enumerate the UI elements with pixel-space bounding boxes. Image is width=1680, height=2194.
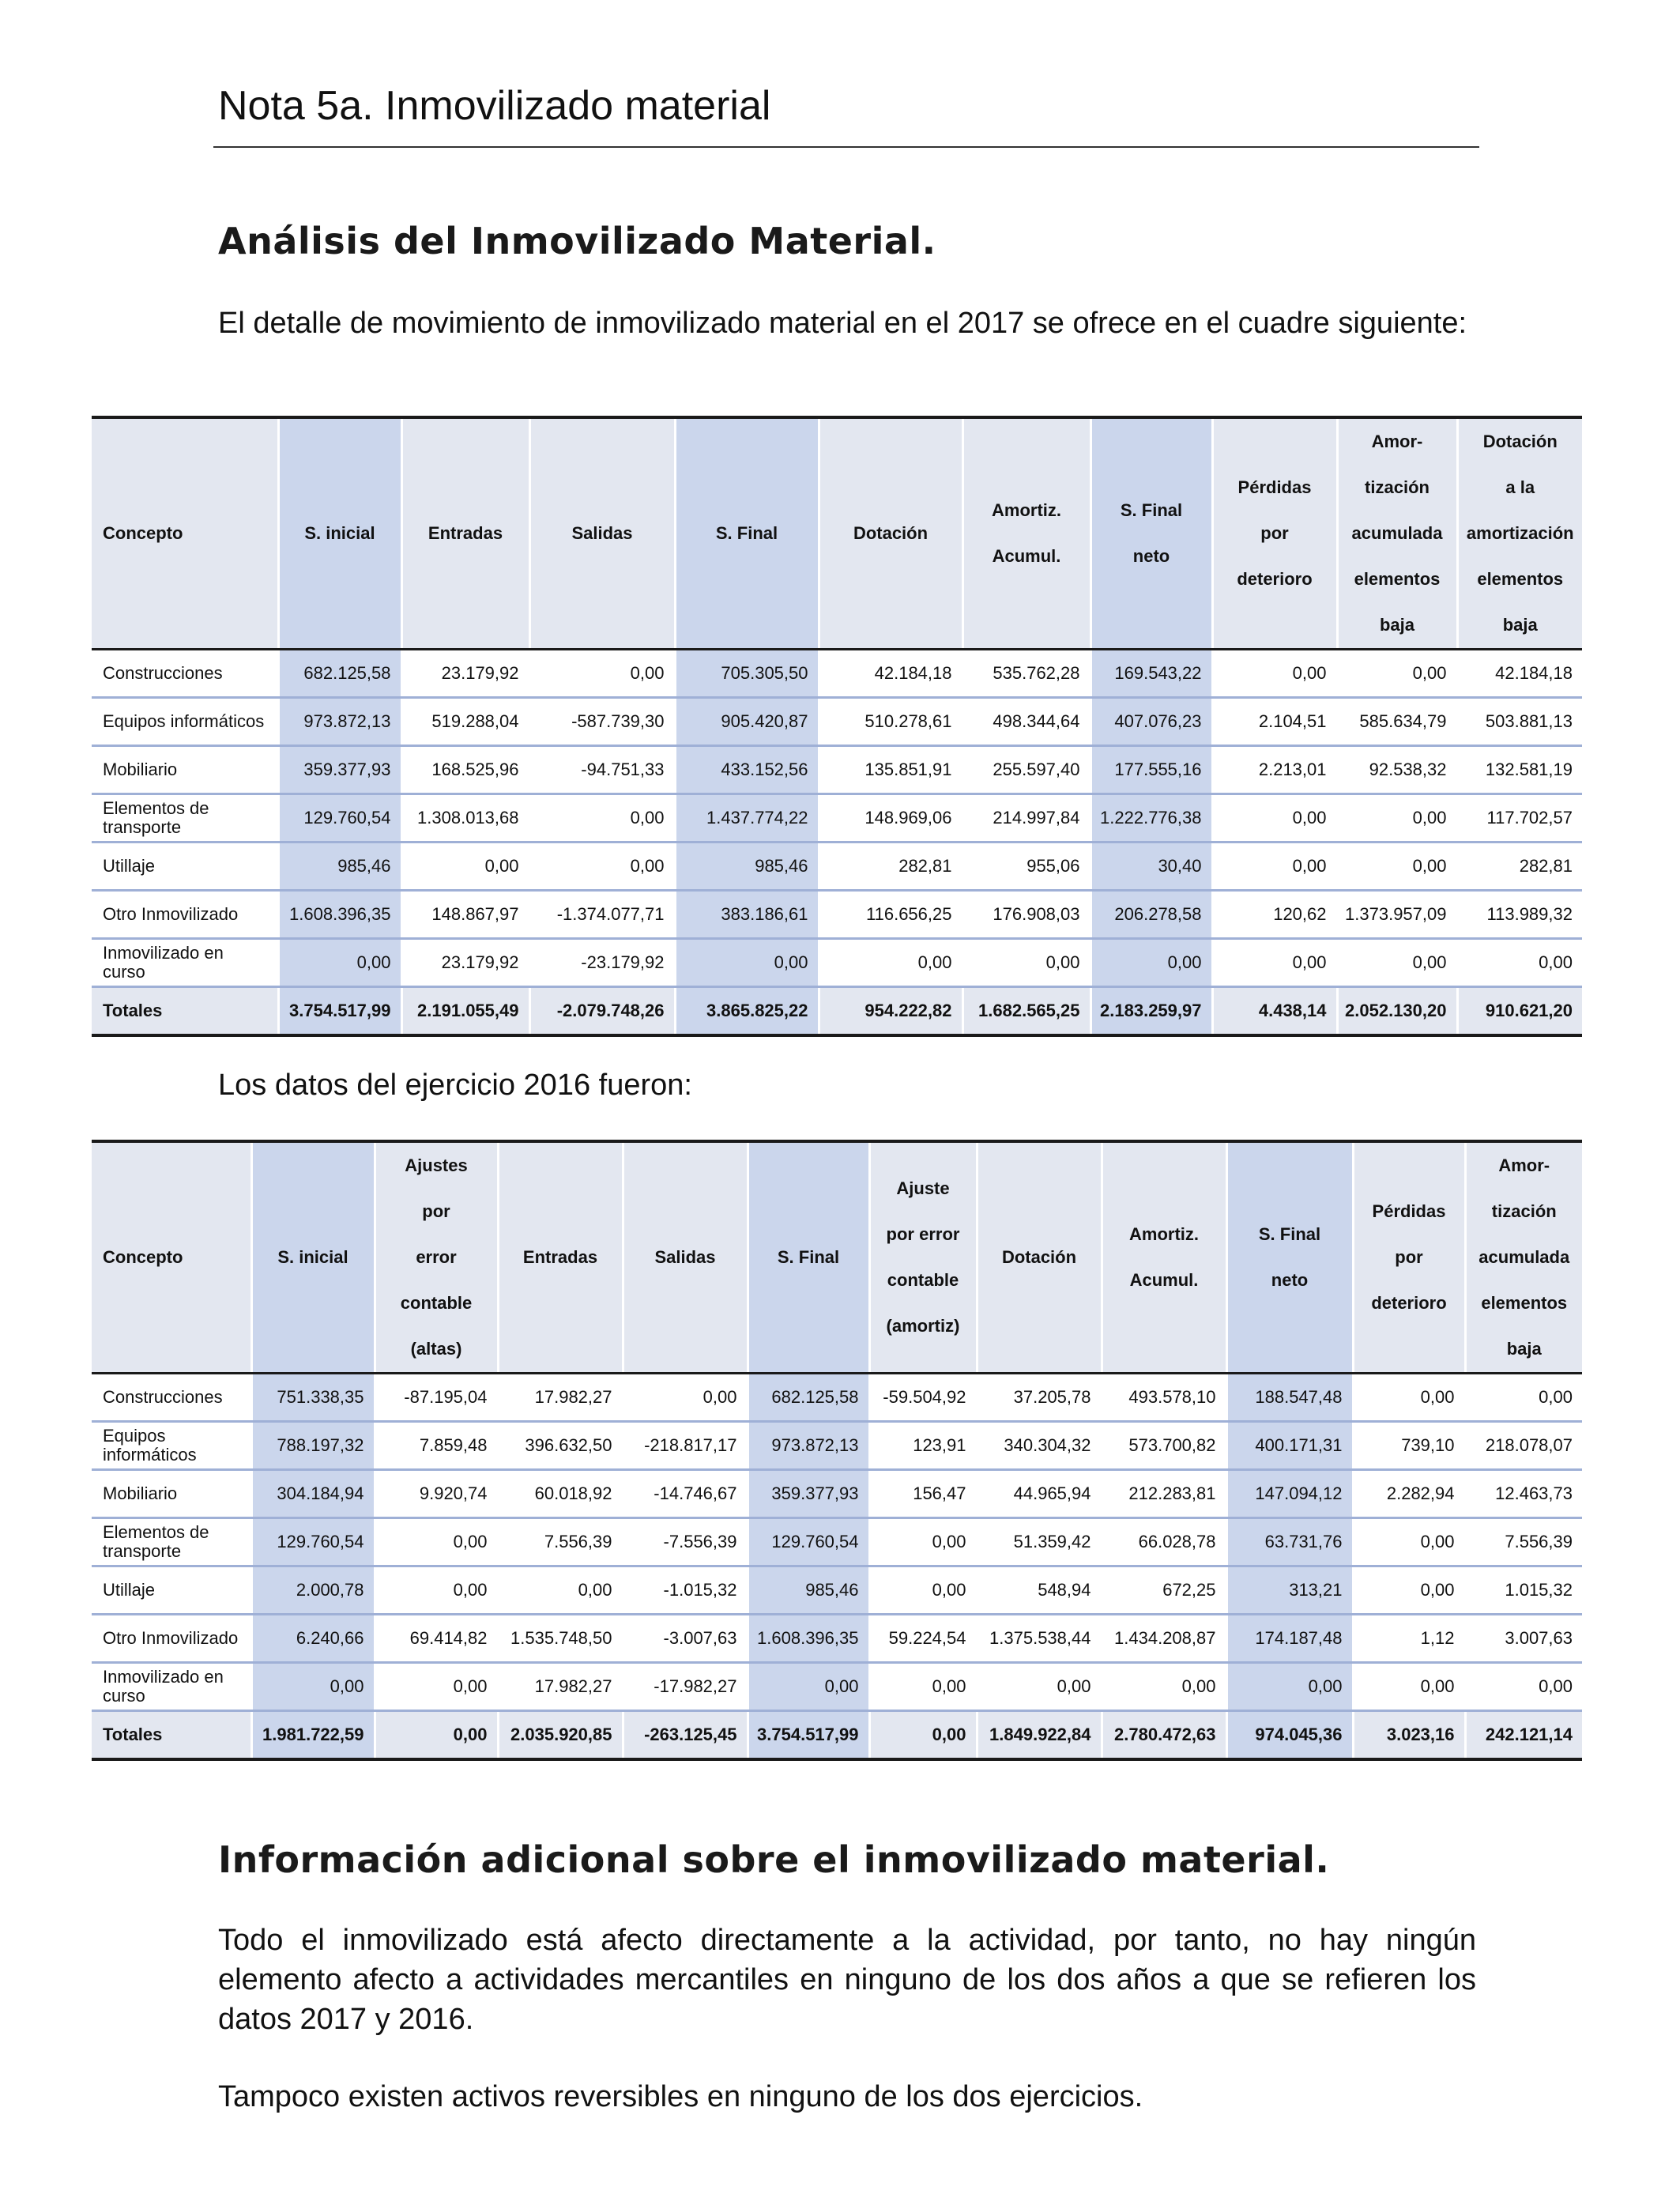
- column-header: [92, 1141, 251, 1374]
- column-header: [1212, 417, 1337, 650]
- row-label: Inmovilizado en curso: [92, 1663, 251, 1711]
- column-header-line: Amortiz.: [992, 500, 1061, 520]
- table-row: [92, 698, 1582, 746]
- table-cell: 0,00: [529, 650, 675, 698]
- table-cell: 910.621,20: [1457, 987, 1582, 1036]
- table-cell: 1.437.774,22: [675, 794, 819, 843]
- table-row: [92, 794, 1582, 843]
- table-cell: 973.872,13: [748, 1422, 869, 1470]
- column-header: [251, 1141, 375, 1374]
- intro-paragraph: El detalle de movimiento de inmovilizado material en el 2017 se ofrece en el cuadre siguiente:: [218, 307, 1467, 340]
- row-label: Elementos de transporte: [92, 794, 278, 843]
- table-cell: 255.597,40: [962, 746, 1090, 794]
- table-cell: 0,00: [1465, 1663, 1582, 1711]
- column-header: [1457, 417, 1582, 650]
- table-cell: 519.288,04: [401, 698, 529, 746]
- table-cell: 12.463,73: [1465, 1470, 1582, 1518]
- column-header-line: error: [416, 1247, 457, 1267]
- column-header: [1102, 1141, 1226, 1374]
- column-header-line: elementos: [1477, 569, 1564, 589]
- table-cell: 3.754.517,99: [748, 1711, 869, 1760]
- table-cell: 973.872,13: [278, 698, 401, 746]
- table-cell: 974.045,36: [1226, 1711, 1353, 1760]
- table-cell: -1.015,32: [623, 1566, 748, 1615]
- table-row: [92, 1470, 1582, 1518]
- column-header-line: Amor-: [1371, 432, 1423, 451]
- table-cell: -218.817,17: [623, 1422, 748, 1470]
- totals-row: [92, 1711, 1582, 1760]
- table-row: [92, 1615, 1582, 1663]
- table-cell: 2.282,94: [1353, 1470, 1465, 1518]
- table-cell: 6.240,66: [251, 1615, 375, 1663]
- table-cell: 0,00: [1353, 1374, 1465, 1422]
- table-cell: 2.183.259,97: [1090, 987, 1212, 1036]
- table-cell: 407.076,23: [1090, 698, 1212, 746]
- table-cell: 0,00: [1353, 1518, 1465, 1566]
- table-cell: 129.760,54: [278, 794, 401, 843]
- table-cell: 0,00: [1337, 843, 1457, 891]
- table-cell: 113.989,32: [1457, 891, 1582, 939]
- table-cell: 169.543,22: [1090, 650, 1212, 698]
- column-header: [819, 417, 962, 650]
- table-cell: 0,00: [375, 1518, 498, 1566]
- table-2017: [92, 416, 1582, 1037]
- table-cell: 9.920,74: [375, 1470, 498, 1518]
- table-cell: -59.504,92: [869, 1374, 977, 1422]
- column-header-line: Salidas: [654, 1247, 716, 1267]
- column-header-line: deterioro: [1371, 1293, 1447, 1313]
- column-header-line: Ajuste: [896, 1178, 950, 1198]
- table-cell: 0,00: [375, 1663, 498, 1711]
- table-row: [92, 1374, 1582, 1422]
- table-row: [92, 1518, 1582, 1566]
- column-header: [92, 417, 278, 650]
- table-cell: 60.018,92: [498, 1470, 623, 1518]
- table-cell: 116.656,25: [819, 891, 962, 939]
- row-label: Totales: [92, 987, 278, 1036]
- table-row: [92, 843, 1582, 891]
- table-2016-header-row: [92, 1141, 1582, 1374]
- table-cell: 212.283,81: [1102, 1470, 1226, 1518]
- table-cell: 493.578,10: [1102, 1374, 1226, 1422]
- table-cell: 176.908,03: [962, 891, 1090, 939]
- table-cell: 985,46: [675, 843, 819, 891]
- table-cell: 0,00: [375, 1711, 498, 1760]
- table-cell: 218.078,07: [1465, 1422, 1582, 1470]
- table-cell: 510.278,61: [819, 698, 962, 746]
- table-cell: 51.359,42: [977, 1518, 1102, 1566]
- column-header: [977, 1141, 1102, 1374]
- table-cell: 0,00: [748, 1663, 869, 1711]
- table-cell: 168.525,96: [401, 746, 529, 794]
- table-cell: 135.851,91: [819, 746, 962, 794]
- table-cell: 0,00: [869, 1566, 977, 1615]
- column-header-line: por error: [886, 1224, 960, 1244]
- table-cell: 206.278,58: [1090, 891, 1212, 939]
- table-cell: -87.195,04: [375, 1374, 498, 1422]
- row-label: Totales: [92, 1711, 251, 1760]
- table-cell: 92.538,32: [1337, 746, 1457, 794]
- table-cell: 0,00: [375, 1566, 498, 1615]
- table-cell: 177.555,16: [1090, 746, 1212, 794]
- column-header: [962, 417, 1090, 650]
- table-cell: 359.377,93: [278, 746, 401, 794]
- column-header: [1090, 417, 1212, 650]
- table-cell: 0,00: [869, 1711, 977, 1760]
- table-cell: 0,00: [1353, 1663, 1465, 1711]
- table-cell: 1.608.396,35: [278, 891, 401, 939]
- table-cell: 985,46: [748, 1566, 869, 1615]
- table-cell: 214.997,84: [962, 794, 1090, 843]
- table-cell: 3.007,63: [1465, 1615, 1582, 1663]
- column-header-line: S. Final: [1258, 1224, 1321, 1244]
- table-2017-header-row: [92, 417, 1582, 650]
- table-cell: 304.184,94: [251, 1470, 375, 1518]
- row-label: Utillaje: [92, 843, 278, 891]
- section-heading-analisis: Análisis del Inmovilizado Material.: [218, 220, 936, 262]
- table-cell: 0,00: [1337, 650, 1457, 698]
- table-cell: 433.152,56: [675, 746, 819, 794]
- column-header-line: Pérdidas: [1237, 477, 1312, 497]
- table-cell: 4.438,14: [1212, 987, 1337, 1036]
- column-header-line: acumulada: [1478, 1247, 1570, 1267]
- table-cell: 188.547,48: [1226, 1374, 1353, 1422]
- column-header: [375, 1141, 498, 1374]
- column-header-line: Dotación: [1001, 1247, 1077, 1267]
- table-cell: 751.338,35: [251, 1374, 375, 1422]
- column-header-line: baja: [1379, 615, 1415, 635]
- table-cell: 30,40: [1090, 843, 1212, 891]
- column-header-line: contable: [887, 1270, 959, 1290]
- table-cell: 2.104,51: [1212, 698, 1337, 746]
- column-header-line: Entradas: [522, 1247, 598, 1267]
- table-cell: 0,00: [1457, 939, 1582, 987]
- table-cell: 17.982,27: [498, 1663, 623, 1711]
- table-cell: 0,00: [529, 794, 675, 843]
- table-cell: 7.556,39: [498, 1518, 623, 1566]
- column-header-line: baja: [1502, 615, 1538, 635]
- table-cell: 0,00: [977, 1663, 1102, 1711]
- table-cell: 396.632,50: [498, 1422, 623, 1470]
- table-cell: 1.608.396,35: [748, 1615, 869, 1663]
- text-2016-intro: Los datos del ejercicio 2016 fueron:: [218, 1069, 692, 1102]
- row-label: Otro Inmovilizado: [92, 1615, 251, 1663]
- column-header-line: S. Final: [715, 523, 778, 543]
- table-cell: 0,00: [529, 843, 675, 891]
- table-cell: 132.581,19: [1457, 746, 1582, 794]
- column-header-line: Acumul.: [992, 546, 1061, 566]
- table-cell: 2.052.130,20: [1337, 987, 1457, 1036]
- column-header-line: Amortiz.: [1129, 1224, 1199, 1244]
- column-header-line: (altas): [410, 1339, 462, 1359]
- table-cell: 7.556,39: [1465, 1518, 1582, 1566]
- info-paragraph-1: Todo el inmovilizado está afecto directamente a la actividad, por tanto, no hay ningún elemento afecto a actividades mercantiles en ninguno de los dos años a que se refieren los datos 2017 y 2016.: [218, 1924, 1476, 2036]
- table-cell: 69.414,82: [375, 1615, 498, 1663]
- table-cell: 0,00: [1212, 843, 1337, 891]
- table-cell: 42.184,18: [1457, 650, 1582, 698]
- table-cell: -2.079.748,26: [529, 987, 675, 1036]
- column-header-line: neto: [1132, 546, 1170, 566]
- table-cell: 585.634,79: [1337, 698, 1457, 746]
- column-header-line: Amor-: [1498, 1155, 1550, 1175]
- column-header: [623, 1141, 748, 1374]
- table-cell: 905.420,87: [675, 698, 819, 746]
- column-header-line: Ajustes: [405, 1155, 468, 1175]
- table-cell: 535.762,28: [962, 650, 1090, 698]
- table-cell: 0,00: [1212, 794, 1337, 843]
- table-cell: 340.304,32: [977, 1422, 1102, 1470]
- row-label: Otro Inmovilizado: [92, 891, 278, 939]
- table-cell: 313,21: [1226, 1566, 1353, 1615]
- column-header: [498, 1141, 623, 1374]
- column-header-line: baja: [1506, 1339, 1542, 1359]
- table-cell: 174.187,48: [1226, 1615, 1353, 1663]
- column-header-line: elementos: [1481, 1293, 1568, 1313]
- column-header: [278, 417, 401, 650]
- table-row: [92, 939, 1582, 987]
- table-cell: 120,62: [1212, 891, 1337, 939]
- table-cell: 0,00: [1102, 1663, 1226, 1711]
- table-cell: 282,81: [819, 843, 962, 891]
- column-header-line: neto: [1271, 1270, 1309, 1290]
- column-header: [529, 417, 675, 650]
- column-header-line: amortización: [1466, 523, 1574, 543]
- table-cell: 383.186,61: [675, 891, 819, 939]
- table-row: [92, 650, 1582, 698]
- table-cell: 0,00: [675, 939, 819, 987]
- column-header-line: Acumul.: [1129, 1270, 1199, 1290]
- column-header: [869, 1141, 977, 1374]
- column-header-line: deterioro: [1237, 569, 1313, 589]
- column-header-line: Concepto: [103, 1247, 183, 1267]
- table-cell: 156,47: [869, 1470, 977, 1518]
- table-cell: 1.434.208,87: [1102, 1615, 1226, 1663]
- table-cell: 129.760,54: [251, 1518, 375, 1566]
- table-cell: 1.682.565,25: [962, 987, 1090, 1036]
- table-cell: 1.535.748,50: [498, 1615, 623, 1663]
- table-cell: 0,00: [1337, 794, 1457, 843]
- section-heading-informacion: Información adicional sobre el inmovilizado material.: [218, 1838, 1330, 1881]
- table-cell: 359.377,93: [748, 1470, 869, 1518]
- column-header-line: Dotación: [1482, 432, 1558, 451]
- table-cell: 0,00: [278, 939, 401, 987]
- row-label: Utillaje: [92, 1566, 251, 1615]
- table-cell: 282,81: [1457, 843, 1582, 891]
- table-cell: 0,00: [401, 843, 529, 891]
- column-header-line: elementos: [1354, 569, 1441, 589]
- table-cell: 23.179,92: [401, 939, 529, 987]
- row-label: Mobiliario: [92, 746, 278, 794]
- totals-row: [92, 987, 1582, 1036]
- table-cell: -14.746,67: [623, 1470, 748, 1518]
- column-header-line: por: [422, 1201, 450, 1221]
- column-header-line: Pérdidas: [1372, 1201, 1446, 1221]
- row-label: Construcciones: [92, 650, 278, 698]
- row-label: Mobiliario: [92, 1470, 251, 1518]
- table-cell: 7.859,48: [375, 1422, 498, 1470]
- row-label: Equipos informáticos: [92, 1422, 251, 1470]
- column-header-line: Salidas: [571, 523, 633, 543]
- table-cell: 3.865.825,22: [675, 987, 819, 1036]
- table-cell: 0,00: [1337, 939, 1457, 987]
- table-cell: 66.028,78: [1102, 1518, 1226, 1566]
- table-cell: 0,00: [251, 1663, 375, 1711]
- column-header-line: por: [1395, 1247, 1423, 1267]
- column-header-line: acumulada: [1351, 523, 1443, 543]
- table-cell: 37.205,78: [977, 1374, 1102, 1422]
- table-cell: 0,00: [1212, 650, 1337, 698]
- column-header-line: Concepto: [103, 523, 183, 543]
- column-header-line: tización: [1491, 1201, 1557, 1221]
- table-cell: 2.213,01: [1212, 746, 1337, 794]
- column-header: [1226, 1141, 1353, 1374]
- column-header: [748, 1141, 869, 1374]
- column-header-line: por: [1260, 523, 1289, 543]
- table-cell: 400.171,31: [1226, 1422, 1353, 1470]
- table-cell: 0,00: [819, 939, 962, 987]
- row-label: Construcciones: [92, 1374, 251, 1422]
- table-cell: 17.982,27: [498, 1374, 623, 1422]
- table-cell: 548,94: [977, 1566, 1102, 1615]
- table-cell: 59.224,54: [869, 1615, 977, 1663]
- column-header-line: tización: [1365, 477, 1430, 497]
- table-cell: 0,00: [498, 1566, 623, 1615]
- column-header: [1465, 1141, 1582, 1374]
- table-cell: 2.780.472,63: [1102, 1711, 1226, 1760]
- table-cell: -7.556,39: [623, 1518, 748, 1566]
- table-cell: 985,46: [278, 843, 401, 891]
- table-cell: 2.191.055,49: [401, 987, 529, 1036]
- table-2016: [92, 1140, 1582, 1761]
- table-cell: -587.739,30: [529, 698, 675, 746]
- column-header: [1353, 1141, 1465, 1374]
- table-cell: 44.965,94: [977, 1470, 1102, 1518]
- table-cell: 498.344,64: [962, 698, 1090, 746]
- table-cell: 242.121,14: [1465, 1711, 1582, 1760]
- table-cell: 2.035.920,85: [498, 1711, 623, 1760]
- table-cell: 1.375.538,44: [977, 1615, 1102, 1663]
- table-cell: 0,00: [962, 939, 1090, 987]
- row-label: Inmovilizado en curso: [92, 939, 278, 987]
- table-cell: 0,00: [869, 1663, 977, 1711]
- table-row: [92, 746, 1582, 794]
- column-header-line: contable: [400, 1293, 473, 1313]
- table-row: [92, 891, 1582, 939]
- table-cell: 0,00: [1212, 939, 1337, 987]
- column-header-line: (amortiz): [886, 1316, 960, 1336]
- table-cell: 682.125,58: [278, 650, 401, 698]
- table-cell: 1.849.922,84: [977, 1711, 1102, 1760]
- table-cell: 123,91: [869, 1422, 977, 1470]
- row-label: Equipos informáticos: [92, 698, 278, 746]
- table-cell: 788.197,32: [251, 1422, 375, 1470]
- table-cell: 117.702,57: [1457, 794, 1582, 843]
- table-cell: 1.015,32: [1465, 1566, 1582, 1615]
- table-row: [92, 1422, 1582, 1470]
- table-cell: 0,00: [1226, 1663, 1353, 1711]
- page-title: Nota 5a. Inmovilizado material: [218, 83, 771, 129]
- table-cell: 148.867,97: [401, 891, 529, 939]
- table-cell: 573.700,82: [1102, 1422, 1226, 1470]
- table-cell: 1.222.776,38: [1090, 794, 1212, 843]
- row-label: Elementos de transporte: [92, 1518, 251, 1566]
- column-header: [1337, 417, 1457, 650]
- table-cell: 148.969,06: [819, 794, 962, 843]
- column-header-line: Entradas: [428, 523, 503, 543]
- table-cell: -17.982,27: [623, 1663, 748, 1711]
- column-header-line: S. Final: [777, 1247, 840, 1267]
- table-row: [92, 1663, 1582, 1711]
- table-cell: 2.000,78: [251, 1566, 375, 1615]
- table-cell: 0,00: [1090, 939, 1212, 987]
- table-cell: 129.760,54: [748, 1518, 869, 1566]
- table-cell: -23.179,92: [529, 939, 675, 987]
- table-cell: 3.754.517,99: [278, 987, 401, 1036]
- column-header-line: Dotación: [853, 523, 929, 543]
- table-cell: 682.125,58: [748, 1374, 869, 1422]
- column-header-line: S. Final: [1120, 500, 1183, 520]
- table-cell: 672,25: [1102, 1566, 1226, 1615]
- table-cell: 147.094,12: [1226, 1470, 1353, 1518]
- table-cell: 1.981.722,59: [251, 1711, 375, 1760]
- table-cell: 63.731,76: [1226, 1518, 1353, 1566]
- table-cell: 503.881,13: [1457, 698, 1582, 746]
- column-header-line: S. inicial: [304, 523, 375, 543]
- table-cell: 42.184,18: [819, 650, 962, 698]
- table-cell: 0,00: [1465, 1374, 1582, 1422]
- table-cell: 954.222,82: [819, 987, 962, 1036]
- column-header-line: a la: [1505, 477, 1535, 497]
- table-cell: -1.374.077,71: [529, 891, 675, 939]
- table-cell: 3.023,16: [1353, 1711, 1465, 1760]
- title-divider: [213, 146, 1479, 148]
- table-cell: -263.125,45: [623, 1711, 748, 1760]
- table-cell: 0,00: [1353, 1566, 1465, 1615]
- table-cell: 0,00: [869, 1518, 977, 1566]
- table-cell: 23.179,92: [401, 650, 529, 698]
- table-cell: 0,00: [623, 1374, 748, 1422]
- table-cell: 739,10: [1353, 1422, 1465, 1470]
- column-header-line: S. inicial: [277, 1247, 348, 1267]
- table-cell: -3.007,63: [623, 1615, 748, 1663]
- table-cell: 705.305,50: [675, 650, 819, 698]
- column-header: [675, 417, 819, 650]
- info-paragraph-2: Tampoco existen activos reversibles en ninguno de los dos ejercicios.: [218, 2080, 1143, 2113]
- table-cell: 1.308.013,68: [401, 794, 529, 843]
- table-cell: -94.751,33: [529, 746, 675, 794]
- column-header: [401, 417, 529, 650]
- table-row: [92, 1566, 1582, 1615]
- table-cell: 1.373.957,09: [1337, 891, 1457, 939]
- table-cell: 1,12: [1353, 1615, 1465, 1663]
- table-cell: 955,06: [962, 843, 1090, 891]
